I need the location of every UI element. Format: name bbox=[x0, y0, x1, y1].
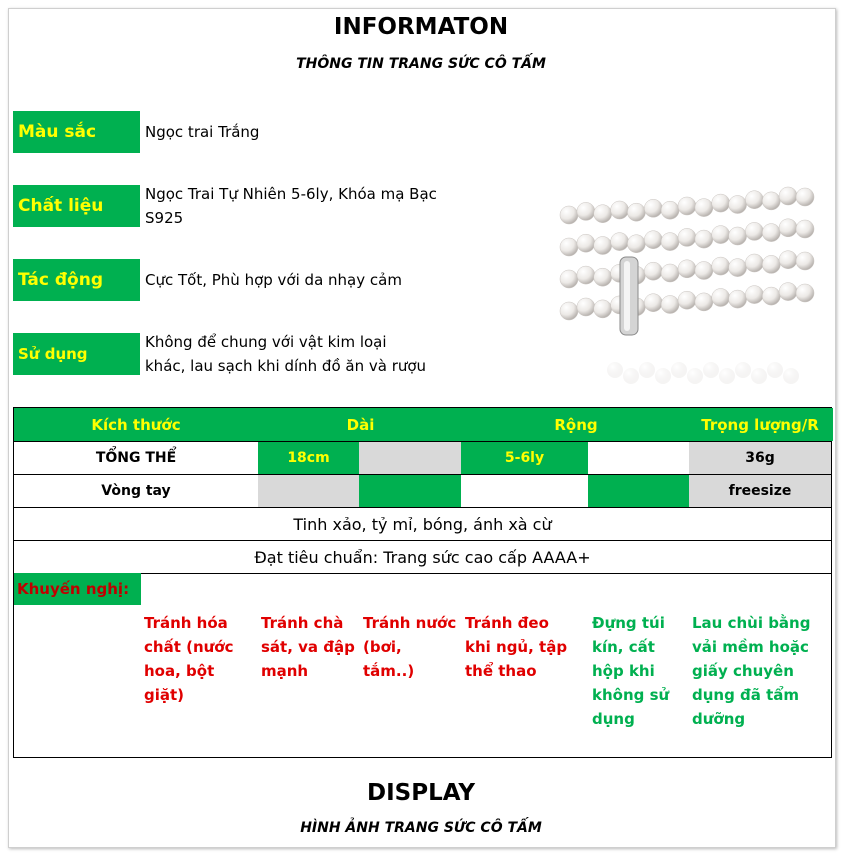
recommendation-item: Tránh nước (bơi, tắm..) bbox=[363, 614, 457, 680]
pearl bbox=[577, 266, 595, 284]
table-header: Dài bbox=[258, 408, 463, 441]
pearl-reflection bbox=[687, 368, 703, 384]
standard-note: Đạt tiêu chuẩn: Trang sức cao cấp AAAA+ bbox=[254, 547, 591, 567]
pearl bbox=[594, 268, 612, 286]
page-title: INFORMATON bbox=[333, 14, 509, 40]
attr-value: Không để chung với vật kim loại khác, lau sạch khi dính đồ ăn và rượu bbox=[145, 333, 427, 375]
pearl bbox=[577, 298, 595, 316]
recommendations bbox=[13, 573, 832, 758]
weight-value: freesize bbox=[689, 475, 831, 507]
weight-value: 36g bbox=[689, 442, 831, 474]
table-header: Kích thước bbox=[14, 408, 258, 441]
recommendation-item: Đựng túi kín, cất hộp khi không sử dụng bbox=[592, 614, 670, 728]
empty-cell bbox=[461, 475, 588, 507]
pearl bbox=[712, 226, 730, 244]
pearl bbox=[678, 291, 696, 309]
pearl bbox=[695, 293, 713, 311]
pearl bbox=[560, 206, 578, 224]
pearl bbox=[745, 222, 763, 240]
pearl-reflection bbox=[639, 362, 655, 378]
pearl bbox=[644, 294, 662, 312]
recommendation-item: Tránh chà sát, va đập mạnh bbox=[261, 614, 355, 680]
pearl bbox=[594, 300, 612, 318]
pearl bbox=[762, 224, 780, 242]
recommendation-item: Tránh hóa chất (nước hoa, bột giặt) bbox=[144, 614, 234, 704]
pearl bbox=[762, 255, 780, 273]
pearl bbox=[695, 230, 713, 248]
pearl bbox=[560, 302, 578, 320]
pearl-bracelet-image bbox=[555, 155, 820, 405]
pearl bbox=[577, 202, 595, 220]
pearl bbox=[729, 227, 747, 245]
pearl bbox=[611, 233, 629, 251]
pearl-reflection bbox=[783, 368, 799, 384]
pearl bbox=[745, 191, 763, 209]
recommendation-item: Tránh đeo khi ngủ, tập thể thao bbox=[465, 614, 568, 680]
display-title: DISPLAY bbox=[367, 780, 475, 806]
pearl bbox=[560, 238, 578, 256]
pearl bbox=[627, 235, 645, 253]
pearl bbox=[712, 257, 730, 275]
table-header-row bbox=[13, 407, 832, 441]
table-row bbox=[13, 507, 832, 541]
table-row bbox=[13, 474, 832, 508]
pearl-reflection bbox=[751, 368, 767, 384]
pearl bbox=[779, 187, 797, 205]
recommendation-item: Lau chùi bằng vải mềm hoặc giấy chuyên dụng đã tẩm dưỡng bbox=[692, 614, 811, 728]
pearl bbox=[678, 197, 696, 215]
attr-value: Ngọc Trai Tự Nhiên 5-6ly, Khóa mạ Bạc S925 bbox=[145, 185, 437, 227]
pearl bbox=[627, 203, 645, 221]
pearl-reflection bbox=[607, 362, 623, 378]
attr-label: Sử dụng bbox=[13, 333, 140, 375]
row-name: TỔNG THỂ bbox=[95, 450, 177, 466]
pearl bbox=[745, 286, 763, 304]
pearl-reflection bbox=[671, 362, 687, 378]
pearl bbox=[796, 284, 814, 302]
pearl bbox=[745, 254, 763, 272]
attr-value: Ngọc trai Trắng bbox=[145, 123, 260, 141]
recommendations-label: Khuyến nghị: bbox=[14, 573, 141, 605]
pearl bbox=[762, 192, 780, 210]
pearl bbox=[644, 262, 662, 280]
pearl bbox=[712, 194, 730, 212]
table-row bbox=[13, 441, 832, 475]
empty-cell bbox=[588, 442, 689, 474]
pearl bbox=[762, 287, 780, 305]
pearl bbox=[729, 290, 747, 308]
pearl bbox=[796, 220, 814, 238]
pearl bbox=[560, 270, 578, 288]
quality-note: Tinh xảo, tỷ mỉ, bóng, ánh xà cừ bbox=[293, 514, 552, 534]
pearl bbox=[594, 237, 612, 255]
page-subtitle: THÔNG TIN TRANG SỨC CÔ TẤM bbox=[296, 56, 546, 72]
pearl bbox=[644, 199, 662, 217]
pearl bbox=[661, 264, 679, 282]
table-row bbox=[13, 540, 832, 574]
pearl bbox=[661, 296, 679, 314]
attr-label: Chất liệu bbox=[13, 185, 140, 227]
pearl bbox=[729, 196, 747, 214]
empty-cell bbox=[359, 442, 461, 474]
pearl-reflection bbox=[719, 368, 735, 384]
pearl bbox=[661, 201, 679, 219]
pearl-reflection bbox=[767, 362, 783, 378]
pearl bbox=[779, 251, 797, 269]
attr-label: Màu sắc bbox=[13, 111, 140, 153]
pearl bbox=[729, 259, 747, 277]
pearl bbox=[796, 188, 814, 206]
row-name: Vòng tay bbox=[101, 483, 171, 499]
pearl-reflection bbox=[703, 362, 719, 378]
display-subtitle: HÌNH ẢNH TRANG SỨC CÔ TẤM bbox=[300, 820, 542, 836]
pearl bbox=[695, 262, 713, 280]
pearl bbox=[779, 283, 797, 301]
table-header: Trọng lượng/R bbox=[689, 408, 831, 441]
pearl bbox=[661, 233, 679, 251]
pearl bbox=[594, 205, 612, 223]
pearl bbox=[678, 228, 696, 246]
attr-label: Tác động bbox=[13, 259, 140, 301]
empty-cell bbox=[588, 475, 689, 507]
pearl-reflection bbox=[623, 368, 639, 384]
table-header: Rộng bbox=[463, 408, 689, 441]
width-value: 5-6ly bbox=[461, 442, 588, 474]
pearl-reflection bbox=[655, 368, 671, 384]
pearl bbox=[712, 289, 730, 307]
pearl-reflection bbox=[735, 362, 751, 378]
empty-cell bbox=[359, 475, 461, 507]
length-value: 18cm bbox=[258, 442, 359, 474]
empty-cell bbox=[258, 475, 359, 507]
attr-value: Cực Tốt, Phù hợp với da nhạy cảm bbox=[145, 271, 402, 289]
pearl bbox=[644, 231, 662, 249]
pearl bbox=[611, 201, 629, 219]
pearl bbox=[695, 199, 713, 217]
pearl bbox=[796, 252, 814, 270]
pearl bbox=[577, 234, 595, 252]
pearl bbox=[779, 219, 797, 237]
pearl bbox=[678, 260, 696, 278]
